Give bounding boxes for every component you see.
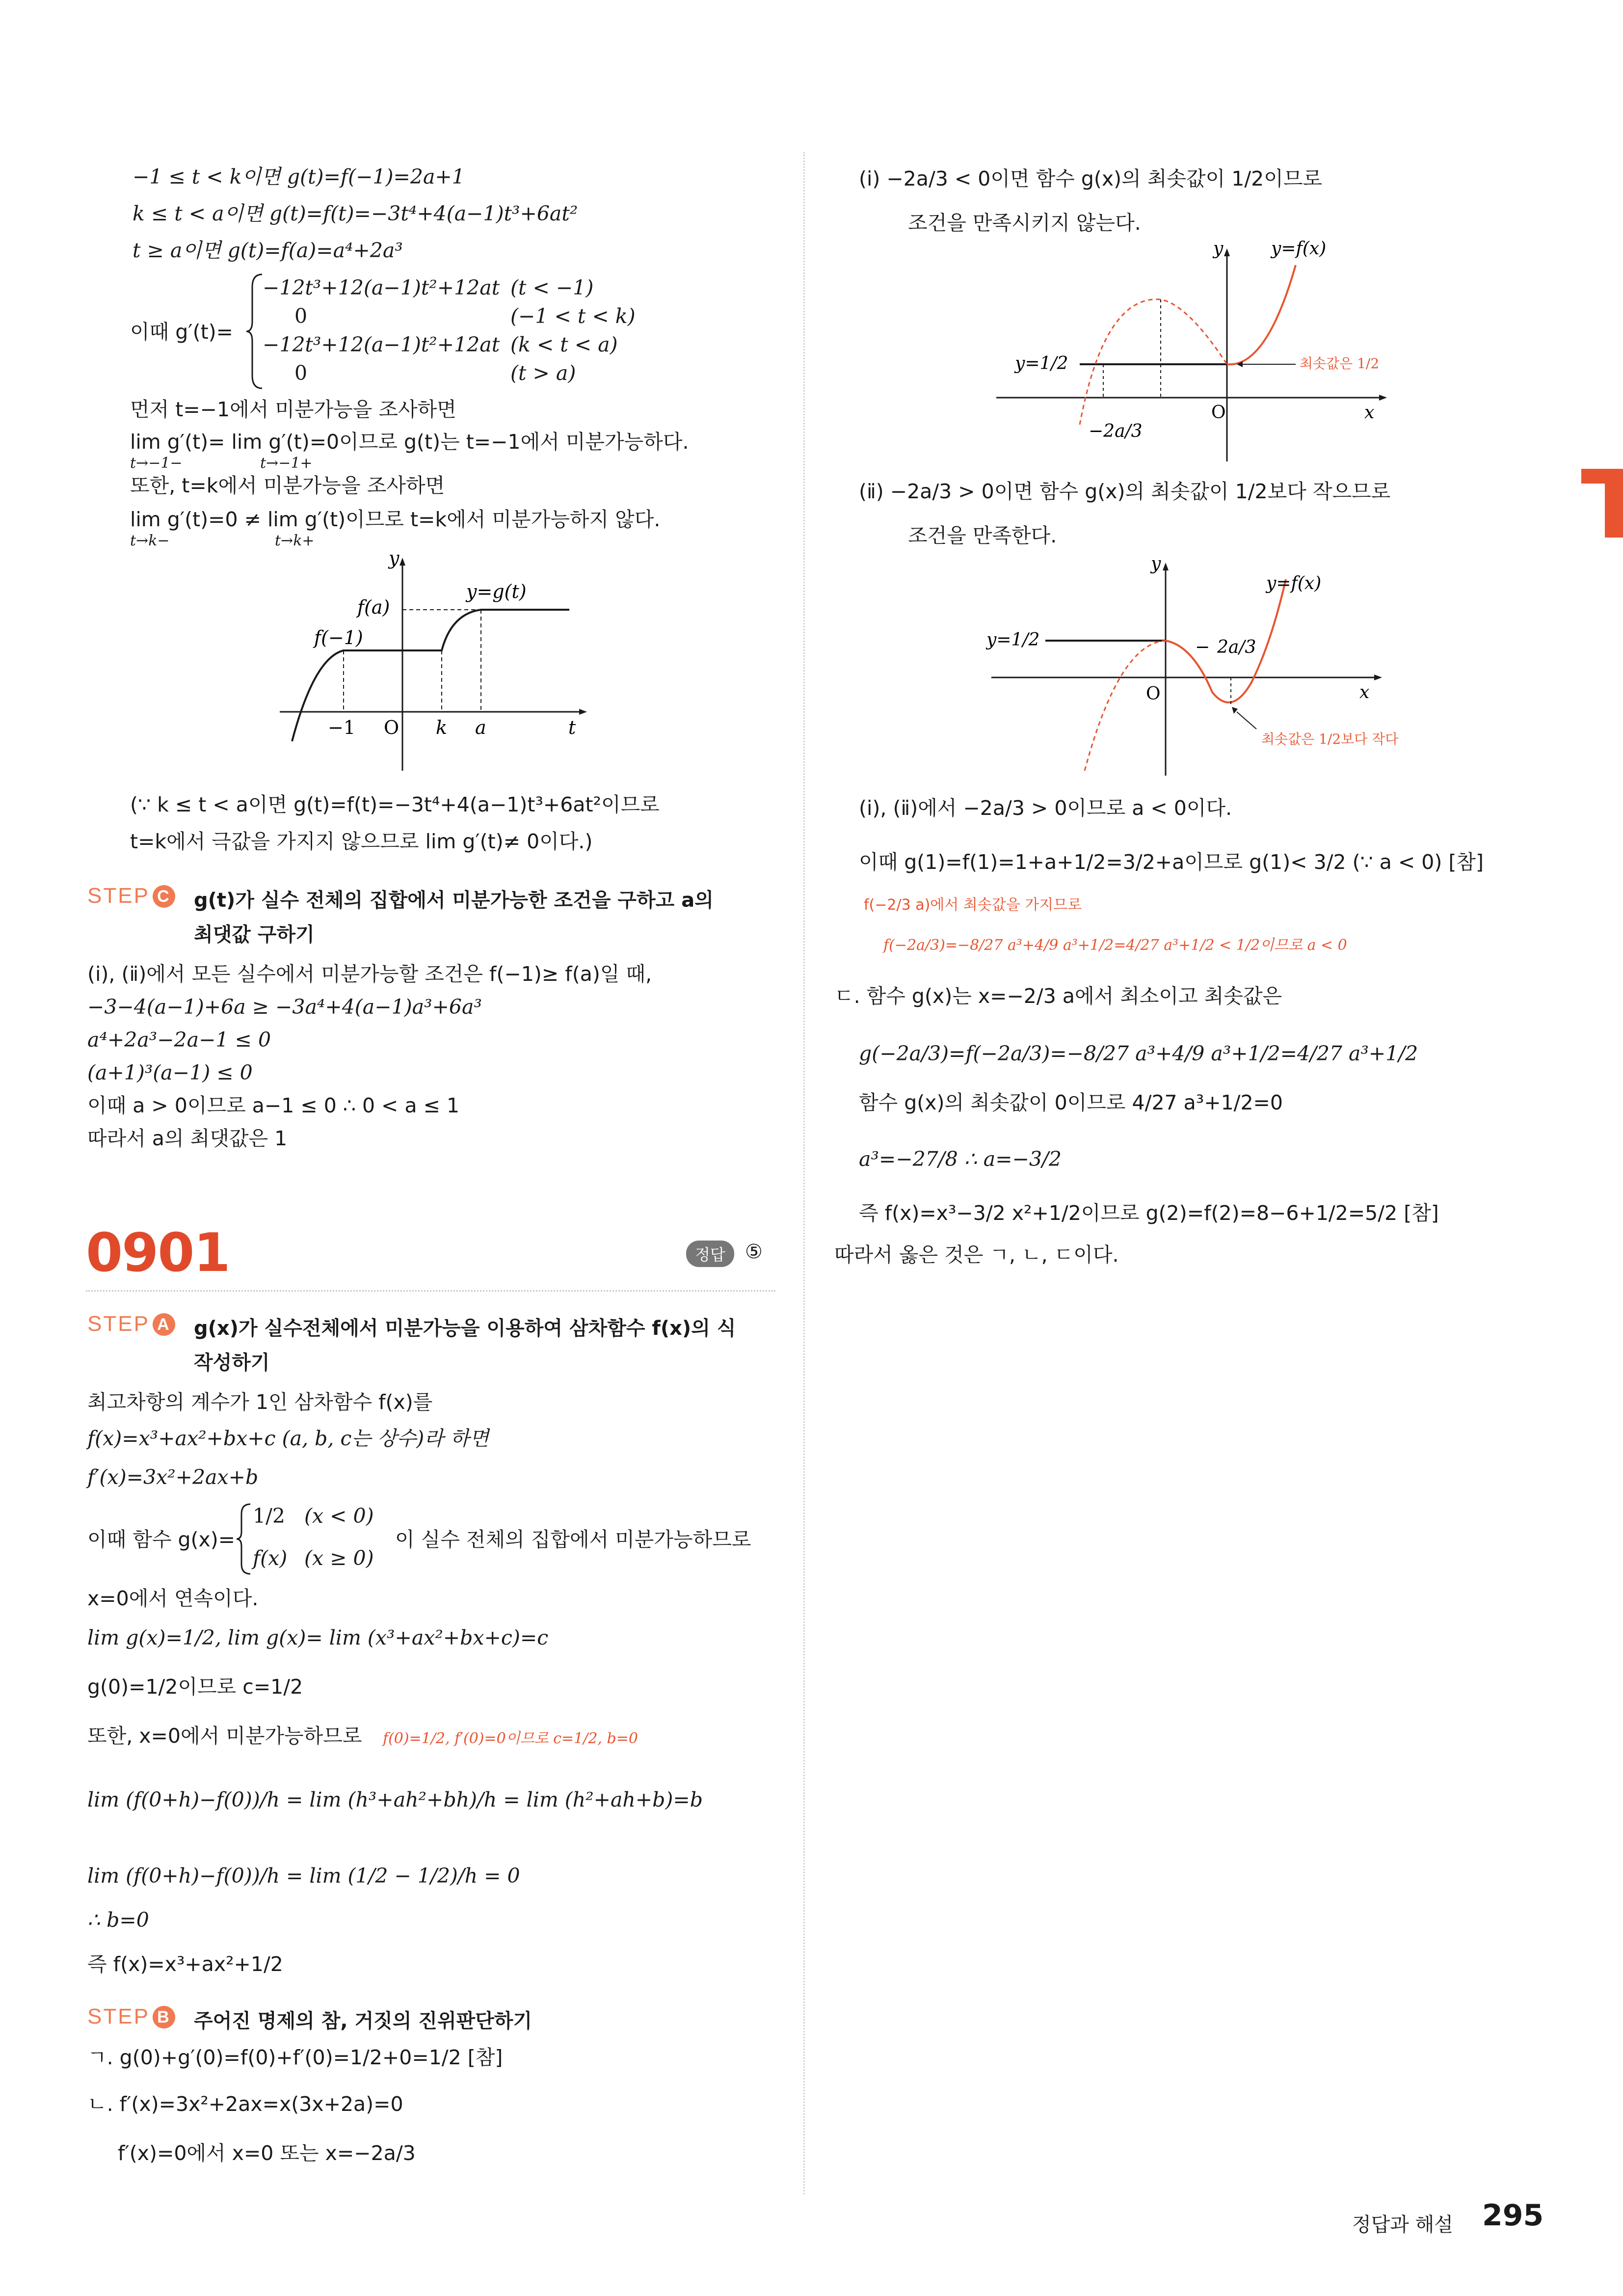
piecewise-prefix: 이때 g′(t)= [130, 320, 233, 344]
text-line: −1 ≤ t < k이면 g(t)=f(−1)=2a+1 [133, 165, 465, 189]
text-line: a³=−27/8 ∴ a=−3/2 [859, 1147, 1062, 1171]
text-line: ∴ b=0 [87, 1908, 149, 1932]
step-b-title: 주어진 명제의 참, 거짓의 진위판단하기 [194, 2010, 532, 2032]
text-line: 즉 f(x)=x³−3/2 x²+1/2이므로 g(2)=f(2)=8−6+1/2=5/2 [참] [859, 1201, 1439, 1225]
lim-sub: t→k− [130, 532, 170, 549]
piece-row-expr: f(x) [253, 1546, 288, 1570]
text-line: g(0)=1/2이므로 c=1/2 [87, 1675, 303, 1699]
text-line: lim g(x)=1/2, lim g(x)= lim (x³+ax²+bx+c)=c [87, 1626, 549, 1649]
note-line: t=k에서 극값을 가지지 않으므로 lim g′(t)≠ 0이다.) [130, 830, 593, 853]
piece-row-expr: 0 [294, 304, 308, 328]
text-line: ㄴ. f′(x)=3x²+2ax=x(3x+2a)=0 [87, 2092, 403, 2116]
step-c-label: STEP C [87, 884, 175, 908]
piece-row-expr: −12t³+12(a−1)t²+12at [263, 333, 500, 356]
y-axis-arrow [399, 558, 405, 566]
answer-value: ⑤ [745, 1241, 763, 1263]
column-divider [803, 152, 805, 2194]
text-line: (ⅰ) −2a/3 < 0이면 함수 g(x)의 최솟값이 1/2이므로 [859, 167, 1323, 190]
svg-text:−: − [1195, 637, 1210, 657]
text-line: f(x)=x³+ax²+bx+c (a, b, c는 상수)라 하면 [87, 1427, 489, 1450]
hint-note: f(0)=1/2, f′(0)=0이므로 c=1/2, b=0 [383, 1730, 638, 1747]
step-b-label: STEP B [87, 2004, 175, 2029]
fm1-label: f(−1) [314, 627, 363, 648]
text-line: f′(x)=3x²+2ax+b [87, 1465, 259, 1489]
svg-text:y=f(x): y=f(x) [1271, 239, 1327, 259]
svg-text:y: y [1151, 555, 1161, 574]
text-line: g(−2a/3)=f(−2a/3)=−8/27 a³+4/9 a³+1/2=4/27 a³+1/2 [859, 1042, 1418, 1065]
step-a-title: g(x)가 실수전체에서 미분가능을 이용하여 삼차함수 f(x)의 식 [194, 1317, 736, 1340]
brace-icon [236, 1502, 252, 1576]
brace-icon [245, 272, 265, 390]
text-line: lim g′(t)=0 ≠ lim g′(t)이므로 t=k에서 미분가능하지 않다. [130, 508, 661, 531]
piece-row-expr: 1/2 [253, 1504, 285, 1528]
derivative-line: lim (f(0+h)−f(0))/h = lim (1/2 − 1/2)/h = 0 [87, 1864, 520, 1888]
text-line: lim g′(t)= lim g′(t)=0이므로 g(t)는 t=−1에서 미분가능하다. [130, 430, 689, 454]
svg-text:O: O [1146, 684, 1161, 704]
step-a-title: 작성하기 [194, 1351, 270, 1374]
text-line: ㄱ. g(0)+g′(0)=f(0)+f′(0)=1/2+0=1/2 [참] [87, 2046, 503, 2069]
svg-text:x: x [1364, 403, 1375, 423]
text-line: 따라서 옳은 것은 ㄱ, ㄴ, ㄷ이다. [834, 1243, 1119, 1267]
lim-sub: t→−1+ [260, 455, 313, 472]
t-label: t [568, 717, 576, 738]
side-tab-top [1581, 469, 1611, 484]
text-line: x=0에서 연속이다. [87, 1587, 259, 1610]
svg-text:2a/3: 2a/3 [1217, 637, 1256, 657]
text-line: 또한, x=0에서 미분가능하므로 [87, 1724, 362, 1748]
text-line: (ⅱ) −2a/3 > 0이면 함수 g(x)의 최솟값이 1/2보다 작으므로 [859, 480, 1391, 503]
divider [86, 1290, 775, 1292]
text-line: k ≤ t < a이면 g(t)=f(t)=−3t⁴+4(a−1)t³+6at² [133, 202, 578, 225]
svg-text:y=f(x): y=f(x) [1266, 573, 1322, 594]
tick-label: a [475, 717, 486, 738]
piece-row-cond: (t < −1) [510, 276, 594, 299]
text-line: 먼저 t=−1에서 미분가능을 조사하면 [130, 398, 456, 421]
text-line: 조건을 만족시키지 않는다. [908, 211, 1141, 235]
svg-text:y=1/2: y=1/2 [1015, 353, 1068, 374]
text-line: (a+1)³(a−1) ≤ 0 [87, 1061, 253, 1084]
tick-label: k [436, 717, 448, 738]
piecewise-suffix: 이 실수 전체의 집합에서 미분가능하므로 [395, 1528, 751, 1551]
lim-sub: t→k+ [275, 532, 315, 549]
note-line: (∵ k ≤ t < a이면 g(t)=f(t)=−3t⁴+4(a−1)t³+6at²이므로 [130, 793, 660, 816]
problem-number: 0901 [86, 1222, 230, 1284]
footer-label: 정답과 해설 [1352, 2214, 1453, 2236]
svg-text:−2a/3: −2a/3 [1089, 421, 1143, 441]
svg-text:O: O [1211, 403, 1226, 423]
svg-text:y: y [1213, 239, 1224, 259]
step-c-circle: C [153, 885, 175, 908]
hint-note: f(−2/3 a)에서 최솟값을 가지므로 [864, 896, 1082, 914]
text-line: 따라서 a의 최댓값은 1 [87, 1127, 288, 1150]
tick-label: −1 [328, 717, 356, 738]
svg-text:y=1/2: y=1/2 [986, 630, 1040, 650]
text-line: ㄷ. 함수 g(x)는 x=−2/3 a에서 최소이고 최솟값은 [834, 984, 1282, 1008]
graph-1 [991, 236, 1394, 471]
text-line: −3−4(a−1)+6a ≥ −3a⁴+4(a−1)a³+6a³ [87, 995, 482, 1019]
svg-text:최솟값은 1/2보다 작다: 최솟값은 1/2보다 작다 [1261, 731, 1399, 747]
page-number: 295 [1482, 2198, 1544, 2233]
y-label: y [389, 547, 399, 569]
answer-badge: 정답 [686, 1241, 734, 1267]
piece-row-cond: (t > a) [510, 361, 576, 385]
derivative-line: lim (f(0+h)−f(0))/h = lim (h³+ah²+bh)/h = lim (h²+ah+b)=b [87, 1788, 703, 1811]
text-line: 함수 g(x)의 최솟값이 0이므로 4/27 a³+1/2=0 [859, 1091, 1283, 1114]
text-line: t ≥ a이면 g(t)=f(a)=a⁴+2a³ [133, 239, 403, 262]
step-a-label: STEP A [87, 1312, 175, 1336]
piece-row-expr: −12t³+12(a−1)t²+12at [263, 276, 500, 299]
step-c-title: g(t)가 실수 전체의 집합에서 미분가능한 조건을 구하고 a의 [194, 889, 714, 912]
lim-sub: t→−1− [130, 455, 183, 472]
t-axis-arrow [579, 709, 587, 715]
text-line: 최고차항의 계수가 1인 삼차함수 f(x)를 [87, 1390, 433, 1414]
step-b-circle: B [153, 2006, 175, 2028]
text-line: (ⅰ), (ⅱ)에서 −2a/3 > 0이므로 a < 0이다. [859, 796, 1232, 820]
text-line: f′(x)=0에서 x=0 또는 x=−2a/3 [118, 2141, 416, 2165]
step-c-title: 최댓값 구하기 [194, 923, 315, 946]
text-line: 조건을 만족한다. [908, 524, 1057, 547]
svg-text:최솟값은 1/2: 최솟값은 1/2 [1300, 355, 1380, 372]
text-line: 이때 g(1)=f(1)=1+a+1/2=3/2+a이므로 g(1)< 3/2 (∵ a < 0) [참] [859, 850, 1484, 874]
step-a-circle: A [153, 1313, 175, 1336]
origin-label: O [384, 717, 399, 738]
svg-text:x: x [1359, 682, 1370, 702]
piecewise-prefix: 이때 함수 g(x)= [87, 1528, 236, 1551]
hint-note: f(−2a/3)=−8/27 a³+4/9 a³+1/2=4/27 a³+1/2 < 1/2이므로 a < 0 [883, 937, 1347, 954]
piece-row-cond: (−1 < t < k) [510, 304, 636, 328]
text-line: a⁴+2a³−2a−1 ≤ 0 [87, 1028, 271, 1052]
piece-row-cond: (x < 0) [304, 1504, 374, 1528]
text-line: 이때 a > 0이므로 a−1 ≤ 0 ∴ 0 < a ≤ 1 [87, 1094, 460, 1117]
graph-g-t [275, 545, 589, 781]
text-line: 또한, t=k에서 미분가능을 조사하면 [130, 474, 445, 497]
curve-label: y=g(t) [466, 581, 527, 602]
text-line: 즉 f(x)=x³+ax²+1/2 [87, 1952, 283, 1976]
fa-label: f(a) [357, 596, 390, 618]
piece-row-cond: (x ≥ 0) [304, 1546, 374, 1570]
graph-2 [972, 555, 1423, 785]
piece-row-cond: (k < t < a) [510, 333, 618, 356]
piece-row-expr: 0 [294, 361, 308, 385]
text-line: (ⅰ), (ⅱ)에서 모든 실수에서 미분가능할 조건은 f(−1)≥ f(a)일 때, [87, 962, 652, 986]
